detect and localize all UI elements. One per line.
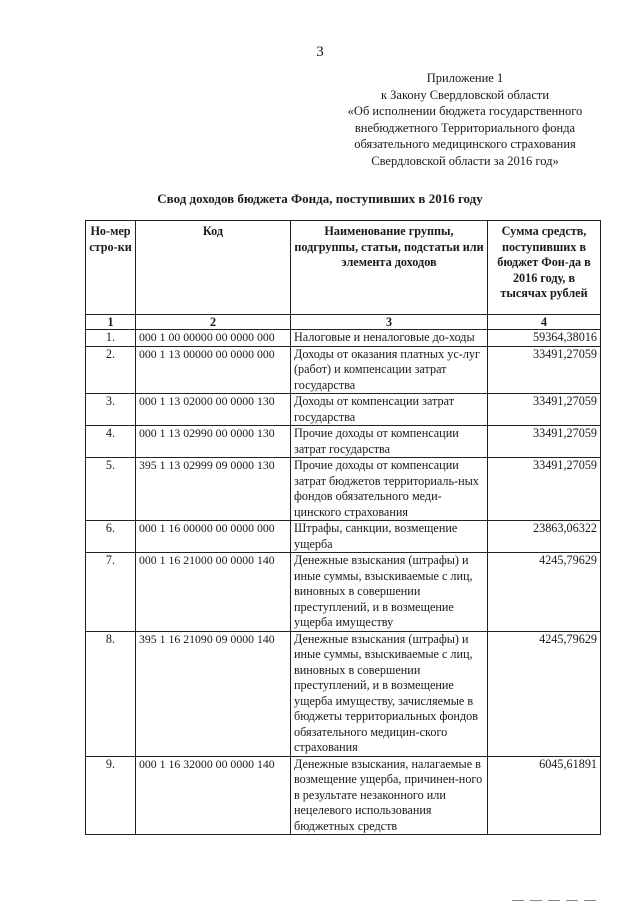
- revenue-name: Прочие доходы от компенсации затрат государства: [291, 426, 488, 458]
- budget-code: 000 1 16 00000 00 0000 000: [136, 521, 291, 553]
- scan-mark: [566, 900, 578, 901]
- appendix-line: Свердловской области за 2016 год»: [371, 153, 559, 168]
- revenue-name: Денежные взыскания (штрафы) и иные суммы, взыскиваемые с лиц, виновных в совершении преступлений, и в возмещение ущерба имуществу: [291, 553, 488, 632]
- revenue-name: Налоговые и неналоговые до-ходы: [291, 330, 488, 347]
- revenue-amount: 4245,79629: [488, 553, 601, 632]
- table-row: [86, 346, 601, 394]
- budget-code: 000 1 00 00000 00 0000 000: [136, 330, 291, 347]
- column-number: 3: [291, 315, 488, 330]
- budget-code: 395 1 13 02999 09 0000 130: [136, 458, 291, 521]
- table-row: [86, 521, 601, 553]
- table-row: [86, 330, 601, 347]
- column-number: 1: [86, 315, 136, 330]
- revenue-name: Штрафы, санкции, возмещение ущерба: [291, 521, 488, 553]
- header-name: Наименование группы, подгруппы, статьи, подстатьи или элемента доходов: [291, 221, 488, 315]
- revenue-amount: 59364,38016: [488, 330, 601, 347]
- budget-code: 395 1 16 21090 09 0000 140: [136, 631, 291, 756]
- scan-mark: [584, 900, 596, 901]
- column-number: 4: [488, 315, 601, 330]
- appendix-line: к Закону Свердловской области: [380, 87, 550, 102]
- table-row: [86, 553, 601, 632]
- revenue-amount: 6045,61891: [488, 756, 601, 835]
- budget-code: 000 1 13 00000 00 0000 000: [136, 346, 291, 394]
- table-row: [86, 426, 601, 458]
- header-code: Код: [136, 221, 291, 315]
- document-title: Свод доходов бюджета Фонда, поступивших в 2016 году: [157, 191, 483, 206]
- table-row: [86, 631, 601, 756]
- table-row: [86, 394, 601, 426]
- revenue-amount: 33491,27059: [488, 426, 601, 458]
- row-number: 3.: [86, 394, 136, 426]
- scan-mark: [548, 900, 560, 901]
- column-number-row: [86, 315, 601, 330]
- revenue-amount: 23863,06322: [488, 521, 601, 553]
- revenue-amount: 33491,27059: [488, 394, 601, 426]
- column-number: 2: [136, 315, 291, 330]
- revenue-name: Доходы от оказания платных ус-луг (работ) и компенсации затрат государства: [291, 346, 488, 394]
- budget-code: 000 1 13 02990 00 0000 130: [136, 426, 291, 458]
- row-number: 5.: [86, 458, 136, 521]
- table-row: [86, 756, 601, 835]
- appendix-header: [300, 70, 630, 169]
- row-number: 1.: [86, 330, 136, 347]
- row-number: 9.: [86, 756, 136, 835]
- revenue-table: [85, 220, 601, 835]
- row-number: 4.: [86, 426, 136, 458]
- budget-code: 000 1 16 32000 00 0000 140: [136, 756, 291, 835]
- row-number: 7.: [86, 553, 136, 632]
- revenue-amount: 33491,27059: [488, 458, 601, 521]
- page-number: 3: [316, 44, 324, 60]
- appendix-line: Приложение 1: [426, 71, 504, 85]
- appendix-line: обязательного медицинского страхования: [354, 137, 576, 151]
- header-row: [86, 221, 601, 315]
- row-number: 2.: [86, 346, 136, 394]
- header-amount: Сумма средств, поступивших в бюджет Фон-да в 2016 году, в тысячах рублей: [488, 221, 601, 315]
- row-number: 6.: [86, 521, 136, 553]
- revenue-amount: 4245,79629: [488, 631, 601, 756]
- appendix-line: внебюджетного Территориального фонда: [354, 120, 576, 135]
- scan-mark: [530, 900, 542, 901]
- header-row-number: Но-мер стро-ки: [86, 221, 136, 315]
- appendix-line: «Об исполнении бюджета государственного: [347, 104, 583, 118]
- revenue-name: Денежные взыскания (штрафы) и иные суммы, взыскиваемые с лиц, виновных в совершении преступлений, и в возмещение ущерба имуществу, зачисляемые в бюджеты территориальных фондов обязательного медицин-ского страхования: [291, 631, 488, 756]
- budget-code: 000 1 13 02000 00 0000 130: [136, 394, 291, 426]
- revenue-name: Доходы от компенсации затрат государства: [291, 394, 488, 426]
- revenue-amount: 33491,27059: [488, 346, 601, 394]
- revenue-name: Денежные взыскания, налагаемые в возмещение ущерба, причинен-ного в результате незаконного или нецелевого использования бюджетных средств: [291, 756, 488, 835]
- revenue-name: Прочие доходы от компенсации затрат бюджетов территориаль-ных фондов обязательного меди-цинского страхования: [291, 458, 488, 521]
- table-row: [86, 458, 601, 521]
- scan-mark: [512, 900, 524, 901]
- row-number: 8.: [86, 631, 136, 756]
- budget-code: 000 1 16 21000 00 0000 140: [136, 553, 291, 632]
